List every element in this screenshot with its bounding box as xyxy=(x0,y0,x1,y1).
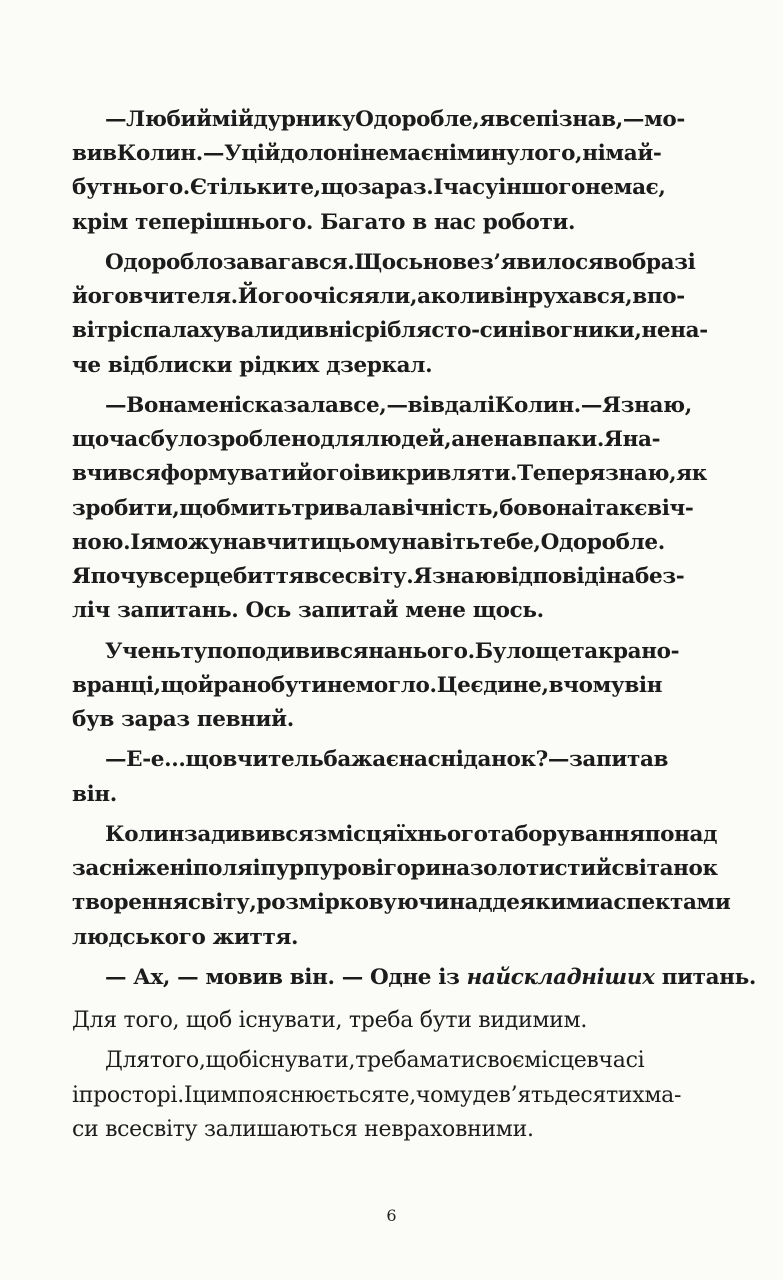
word: задивився xyxy=(184,822,314,847)
text-line xyxy=(72,1079,728,1113)
word: що xyxy=(72,427,109,453)
word: я xyxy=(139,529,156,555)
word: І xyxy=(183,1082,193,1108)
text-line xyxy=(72,314,728,348)
text-line xyxy=(72,852,728,886)
word: вогники, xyxy=(531,318,642,344)
word: всесвіту. xyxy=(304,564,414,590)
paragraph xyxy=(72,1004,728,1038)
word: коли xyxy=(430,284,491,310)
word: Учень xyxy=(105,638,181,664)
word: далі xyxy=(444,393,495,418)
word: своє xyxy=(475,1048,525,1074)
word: їхнього xyxy=(396,822,488,847)
word: як xyxy=(676,461,707,487)
word: щоб xyxy=(179,495,231,521)
text-line xyxy=(72,886,731,920)
word: зроблено xyxy=(206,427,321,453)
word: цим xyxy=(192,1082,238,1108)
word: знаю, xyxy=(605,461,677,487)
text-line: си всесвіту залишаються невраховними. xyxy=(72,1116,534,1142)
word: я xyxy=(589,461,606,487)
word: пізнав, xyxy=(535,107,623,132)
word: того, xyxy=(149,1048,206,1074)
text-line xyxy=(105,246,728,280)
word: все xyxy=(494,107,536,132)
word: Я xyxy=(604,427,623,453)
word: я xyxy=(479,107,495,132)
word: на- xyxy=(622,427,661,453)
word: знаю, xyxy=(620,393,692,418)
bold-text-block xyxy=(72,103,756,1001)
word: ні xyxy=(582,141,606,167)
word: дивні xyxy=(284,318,352,344)
word: нена- xyxy=(641,318,708,344)
word: сніданок? xyxy=(427,747,548,773)
text-run: питань. xyxy=(654,965,756,990)
word: — xyxy=(105,393,127,418)
word: для xyxy=(320,427,365,453)
text-line xyxy=(72,423,728,457)
text-line xyxy=(72,560,728,594)
word: треба xyxy=(355,1048,420,1074)
word: тебе, xyxy=(479,529,541,555)
word: існувати, xyxy=(251,1048,356,1074)
word: над xyxy=(449,890,493,916)
text-line xyxy=(72,526,728,560)
word: — xyxy=(202,141,225,167)
word: Любий xyxy=(126,107,212,132)
word: вчився xyxy=(72,461,161,487)
text-line xyxy=(105,743,728,777)
word: щоб xyxy=(205,1048,252,1074)
word: пояснюється xyxy=(237,1082,385,1108)
text-line: Для того, щоб існувати, треба бути видимим. xyxy=(72,1008,588,1033)
word: так xyxy=(592,495,635,521)
word: в xyxy=(632,284,647,310)
word: що xyxy=(160,672,198,698)
paragraph xyxy=(72,103,728,240)
word: навпаки. xyxy=(493,427,605,453)
word: місце xyxy=(524,1048,587,1074)
word: сріблясто-сині xyxy=(351,318,532,344)
word: по- xyxy=(646,284,685,310)
word: засніжені xyxy=(72,856,193,882)
word: й xyxy=(197,672,214,698)
text-line: був зараз певний. xyxy=(72,707,294,733)
word: Колин. xyxy=(494,393,581,418)
word: Тепер xyxy=(517,461,590,487)
word: таборування xyxy=(487,822,645,847)
word: світанок xyxy=(611,856,718,882)
word: мати xyxy=(419,1048,476,1074)
word: і xyxy=(353,461,361,487)
word: Це xyxy=(436,672,471,698)
word: в xyxy=(603,250,618,275)
word: єдине, xyxy=(470,672,549,698)
word: завагався. xyxy=(222,250,355,275)
word: і xyxy=(72,1082,79,1108)
word: віч- xyxy=(647,495,694,521)
word: почув xyxy=(90,564,164,590)
word: дурнику xyxy=(253,107,356,132)
word: минулого, xyxy=(456,141,583,167)
word: нього. xyxy=(397,638,475,664)
word: вітрі xyxy=(72,318,130,344)
word: знаю xyxy=(432,564,497,590)
text-line xyxy=(105,1044,728,1078)
word: Колин. xyxy=(116,141,203,167)
word: Було xyxy=(474,638,536,664)
word: а xyxy=(451,427,465,453)
word: Я xyxy=(602,393,621,418)
word: очі xyxy=(298,284,336,310)
word: бажає xyxy=(323,747,399,773)
word: золотистий xyxy=(469,856,612,882)
word: викривляти. xyxy=(360,461,518,487)
word: часу xyxy=(443,175,499,201)
word: бути xyxy=(270,672,327,698)
word: сяяли, xyxy=(335,284,418,310)
word: формувати xyxy=(160,461,297,487)
page-number: 6 xyxy=(386,1206,397,1225)
word: те, xyxy=(287,175,321,201)
text-line xyxy=(105,961,756,995)
word: запитав xyxy=(569,747,669,773)
word: — xyxy=(105,107,127,132)
word: цьому xyxy=(325,529,402,555)
word: те, xyxy=(384,1082,416,1108)
word: сказала xyxy=(241,393,339,418)
word: часі xyxy=(598,1048,645,1074)
word: десятих xyxy=(554,1082,645,1108)
word: могло. xyxy=(355,672,437,698)
word: Я xyxy=(413,564,433,590)
word: Є xyxy=(189,175,207,201)
word: а xyxy=(417,284,431,310)
text-line xyxy=(72,457,728,491)
text-line xyxy=(72,171,728,205)
text-line xyxy=(105,389,728,423)
word: тривала xyxy=(291,495,392,521)
word: ма- xyxy=(644,1082,682,1108)
text-run: — Ах, — мовив він. — Одне із xyxy=(105,965,467,990)
word: гори xyxy=(383,856,441,882)
word: пурпурові xyxy=(260,856,384,882)
word: спалахували xyxy=(129,318,285,344)
word: Для xyxy=(105,1048,150,1074)
text-line: він. xyxy=(72,781,117,807)
word: — xyxy=(547,747,570,773)
word: можу xyxy=(155,529,223,555)
word: рухався, xyxy=(528,284,633,310)
word: просторі. xyxy=(78,1082,184,1108)
text-line xyxy=(105,818,728,852)
paragraph xyxy=(72,635,728,738)
word: було xyxy=(150,427,207,453)
word: на xyxy=(398,747,428,773)
paragraph xyxy=(72,1044,728,1147)
word: понад xyxy=(644,822,718,847)
word: що xyxy=(320,175,358,201)
word: — xyxy=(622,107,645,132)
word: — xyxy=(580,393,603,418)
word: чому xyxy=(563,672,625,698)
text-line: че відблиски рідких дзеркал. xyxy=(72,352,433,378)
word: вчитель xyxy=(222,747,324,773)
word: навіть xyxy=(401,529,480,555)
word: його xyxy=(296,461,354,487)
word: творення xyxy=(72,890,188,916)
word: образі xyxy=(617,250,696,275)
word: без- xyxy=(635,564,685,590)
word: деякими xyxy=(492,890,600,916)
word: поля xyxy=(192,856,253,882)
word: вів xyxy=(407,393,445,418)
word: в xyxy=(548,672,564,698)
word: тільки xyxy=(206,175,288,201)
text-line: крім теперішнього. Багато в нас роботи. xyxy=(72,209,576,235)
word: ще xyxy=(535,638,572,664)
paragraph xyxy=(72,743,728,811)
word: відповіді xyxy=(496,564,607,590)
word: зараз. xyxy=(357,175,434,201)
word: Одоробло xyxy=(105,250,223,275)
word: так xyxy=(571,638,613,664)
word: рано xyxy=(213,672,271,698)
word: чому xyxy=(415,1082,473,1108)
word: на xyxy=(440,856,470,882)
word: вранці, xyxy=(72,672,161,698)
word: Одоробле, xyxy=(355,107,480,132)
word: серцебиття xyxy=(163,564,305,590)
word: немає xyxy=(360,141,434,167)
text-line xyxy=(72,492,728,526)
word: його xyxy=(72,284,129,310)
word: аспектами xyxy=(599,890,731,916)
word: він xyxy=(624,672,663,698)
word: Колин xyxy=(105,822,184,847)
word: ні xyxy=(433,141,457,167)
word: У xyxy=(224,141,242,167)
word: бутнього. xyxy=(72,175,190,201)
word: немає, xyxy=(585,175,666,201)
word: цій xyxy=(241,141,281,167)
word: не xyxy=(326,672,356,698)
word: не xyxy=(464,427,494,453)
word: світу, xyxy=(187,890,257,916)
word: місця xyxy=(326,822,397,847)
word: розмірковуючи xyxy=(256,890,450,916)
word: в xyxy=(586,1048,599,1074)
word: мені xyxy=(186,393,242,418)
word: долоні xyxy=(280,141,361,167)
word: є xyxy=(634,495,648,521)
text-line xyxy=(72,137,728,171)
word: — xyxy=(386,393,408,418)
word: вчителя. xyxy=(128,284,238,310)
text-line xyxy=(72,280,728,314)
regular-text-block xyxy=(72,1004,728,1153)
word: і xyxy=(252,856,261,882)
paragraph xyxy=(72,389,728,628)
word: вічність, xyxy=(391,495,500,521)
italic-text-run: найскладніших xyxy=(466,965,655,990)
word: що xyxy=(185,747,223,773)
word: май- xyxy=(605,141,662,167)
word: — xyxy=(105,747,127,773)
word: І xyxy=(433,175,444,201)
word: вив xyxy=(72,141,117,167)
word: бо xyxy=(499,495,528,521)
word: Щось xyxy=(354,250,423,275)
word: І xyxy=(130,529,140,555)
word: Е-е... xyxy=(126,747,186,773)
word: мить xyxy=(230,495,292,521)
word: нове xyxy=(422,250,481,275)
text-line xyxy=(72,669,728,703)
word: час xyxy=(108,427,151,453)
word: з’явилося xyxy=(480,250,604,275)
word: мо- xyxy=(644,107,685,132)
word: він xyxy=(490,284,529,310)
word: подивився xyxy=(236,638,369,664)
text-line xyxy=(105,103,728,137)
word: іншого xyxy=(498,175,586,201)
word: Вона xyxy=(126,393,187,418)
text-line: людського життя. xyxy=(72,924,299,950)
text-line xyxy=(105,635,728,669)
word: тупо xyxy=(180,638,237,664)
word: навчити xyxy=(222,529,326,555)
word: з xyxy=(313,822,327,847)
word: Одоробле. xyxy=(540,529,665,555)
text-line: ліч запитань. Ось запитай мене щось. xyxy=(72,598,544,624)
word: ною. xyxy=(72,529,131,555)
paragraph xyxy=(72,961,756,995)
paragraph xyxy=(72,246,728,383)
word: Я xyxy=(72,564,91,590)
word: все, xyxy=(338,393,387,418)
word: вона xyxy=(527,495,585,521)
word: людей, xyxy=(364,427,452,453)
word: і xyxy=(584,495,593,521)
word: Його xyxy=(237,284,299,310)
word: на xyxy=(606,564,636,590)
word: на xyxy=(368,638,398,664)
paragraph xyxy=(72,818,731,955)
word: мій xyxy=(211,107,254,132)
word: рано- xyxy=(613,638,680,664)
word: зробити, xyxy=(72,495,180,521)
word: дев’ять xyxy=(472,1082,555,1108)
